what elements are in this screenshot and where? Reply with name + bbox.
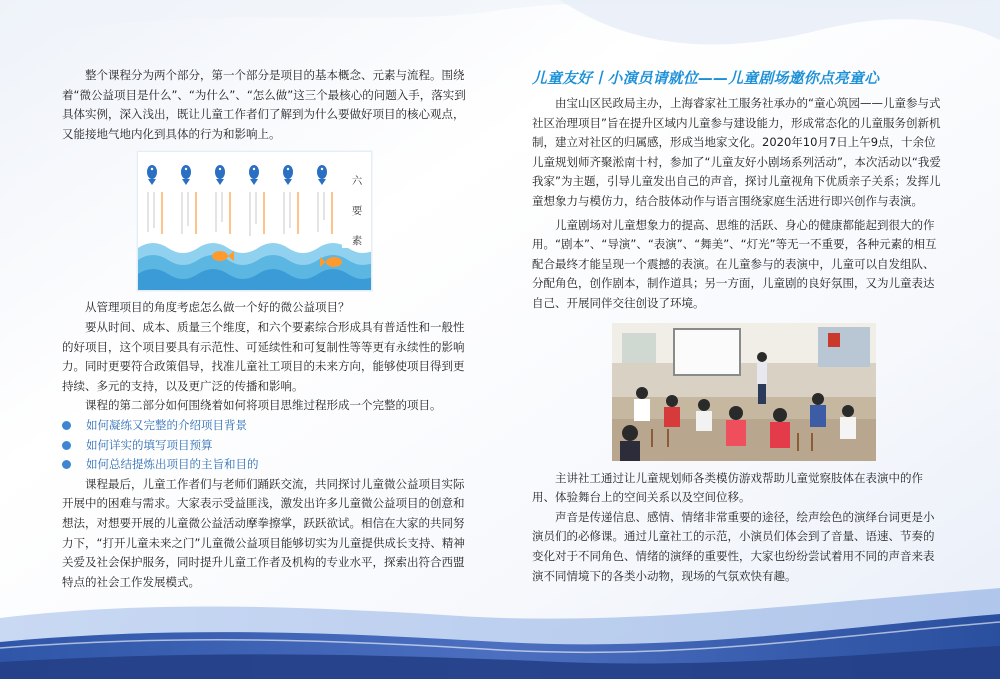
- course-bullet-list: [62, 416, 472, 475]
- right-column: [532, 68, 944, 586]
- voice-paragraph: 声音是传递信息、感情、情绪非常重要的途径，绘声绘色的演绎台词更是小演员们的必修课。通过儿童社工的示范，小演员们体会到了音量、语速、节奏的变化对于不同角色、情绪的演绎的重要性，大家也纷纷尝试着用不同的声音来表演不同情境下的各类小动物，现场的气氛欢快有趣。: [532, 509, 935, 583]
- article-headline: 儿童友好丨小演员请就位——儿童剧场邀你点亮童心: [532, 70, 880, 87]
- side-title-char: 要: [351, 205, 363, 218]
- theatre-benefits-paragraph: 儿童剧场对儿童想象力的提高、思维的活跃、身心的健康都能起到很大的作用。“剧本”、“导演”、“表演”、“舞美”、“灯光”等无一不重要，各种元素的相互配合最终才能呈现一个震撼的表演。在儿童参与的表演中，儿童可以自发组队、分配角色，创作剧本，制作道具；另一方面，儿童剧的良好氛围，又为儿童表达自己、开展同伴交往创设了环境。: [532, 217, 937, 310]
- classroom-photo-illustration: [612, 323, 876, 461]
- project-intro-paragraph: 由宝山区民政局主办，上海睿家社工服务社承办的“童心筑园——儿童参与式社区治理项目”旨在提升区域内儿童参与建设能力，形成常态化的儿童服务创新机制，建立对社区的归属感，形成当地家文化。2020年10月7日上午9点，十余位儿童规划师齐聚淞南十村，参加了“儿童友好小剧场系列活动”，本次活动以“我爱我家”为主题，引导儿童发出自己的声音，探讨儿童视角下优质亲子关系；发挥儿童想象力与模仿力，结合肢体动作与语言围绕家庭生活进行即兴创作与表演。: [532, 96, 941, 208]
- body-movement-paragraph: 主讲社工通过让儿童规划师各类模仿游戏帮助儿童觉察肢体在表演中的作用、体验舞台上的空间关系以及空间位移。: [532, 470, 923, 505]
- management-question: 从管理项目的角度考虑怎么做一个好的微公益项目？: [85, 300, 350, 315]
- bullet-dot-icon: [62, 421, 71, 430]
- figure-side-title: [348, 166, 366, 256]
- bullet-item: [62, 455, 472, 475]
- bullet-text: 如何详实的填写项目预算: [86, 437, 213, 452]
- dimensions-paragraph: 要从时间、成本、质量三个维度，和六个要素综合形成具有普适性和一般性的好项目，这个项目要具有示范性、可延续性和可复制性等等更有永续性的影响力。同时更要符合政策倡导，找准儿童社工项目的未来方向，能够使项目得到更持续、多元的支持，以及更广泛的传播和影响。: [62, 319, 465, 393]
- side-title-char: 素: [351, 235, 363, 248]
- six-elements-figure: [137, 151, 372, 291]
- part-two-paragraph: 课程的第二部分如何围绕着如何将项目思维过程形成一个完整的项目。: [85, 398, 442, 413]
- bullet-dot-icon: [62, 460, 71, 469]
- intro-paragraph: 整个课程分为两个部分，第一个部分是项目的基本概念、元素与流程。围绕着“微公益项目是什么”、“为什么”、“怎么做”这三个最核心的问题入手，落实到具体实例，深入浅出，既让儿童工作者们了解到为什么要做好项目的核心观点，又能接地气地内化到具体的行为和影响上。: [62, 68, 466, 141]
- bullet-text: 如何凝练又完整的介绍项目背景: [86, 417, 247, 432]
- bullet-item: [62, 436, 472, 456]
- bullet-text: 如何总结提炼出项目的主旨和目的: [86, 457, 259, 472]
- bullet-dot-icon: [62, 441, 71, 450]
- six-elements-illustration: [138, 152, 371, 290]
- conclusion-paragraph: 课程最后，儿童工作者们与老师们踊跃交流，共同探讨儿童微公益项目实际开展中的困难与需求。大家表示受益匪浅，激发出许多儿童微公益项目的创意和想法，对想要开展的儿童微公益活动摩拳擦掌，跃跃欲试。相信在大家的共同努力下，“打开儿童未来之门”儿童微公益项目能够切实为儿童提供成长支持、精神关爱及社会保护服务，同时提升儿童工作者及机构的专业水平，探索出符合西盟特点的社会工作发展模式。: [62, 476, 465, 589]
- activity-photo: [612, 323, 876, 461]
- side-title-char: 六: [351, 175, 363, 188]
- left-column: [62, 66, 472, 592]
- bullet-item: [62, 416, 472, 436]
